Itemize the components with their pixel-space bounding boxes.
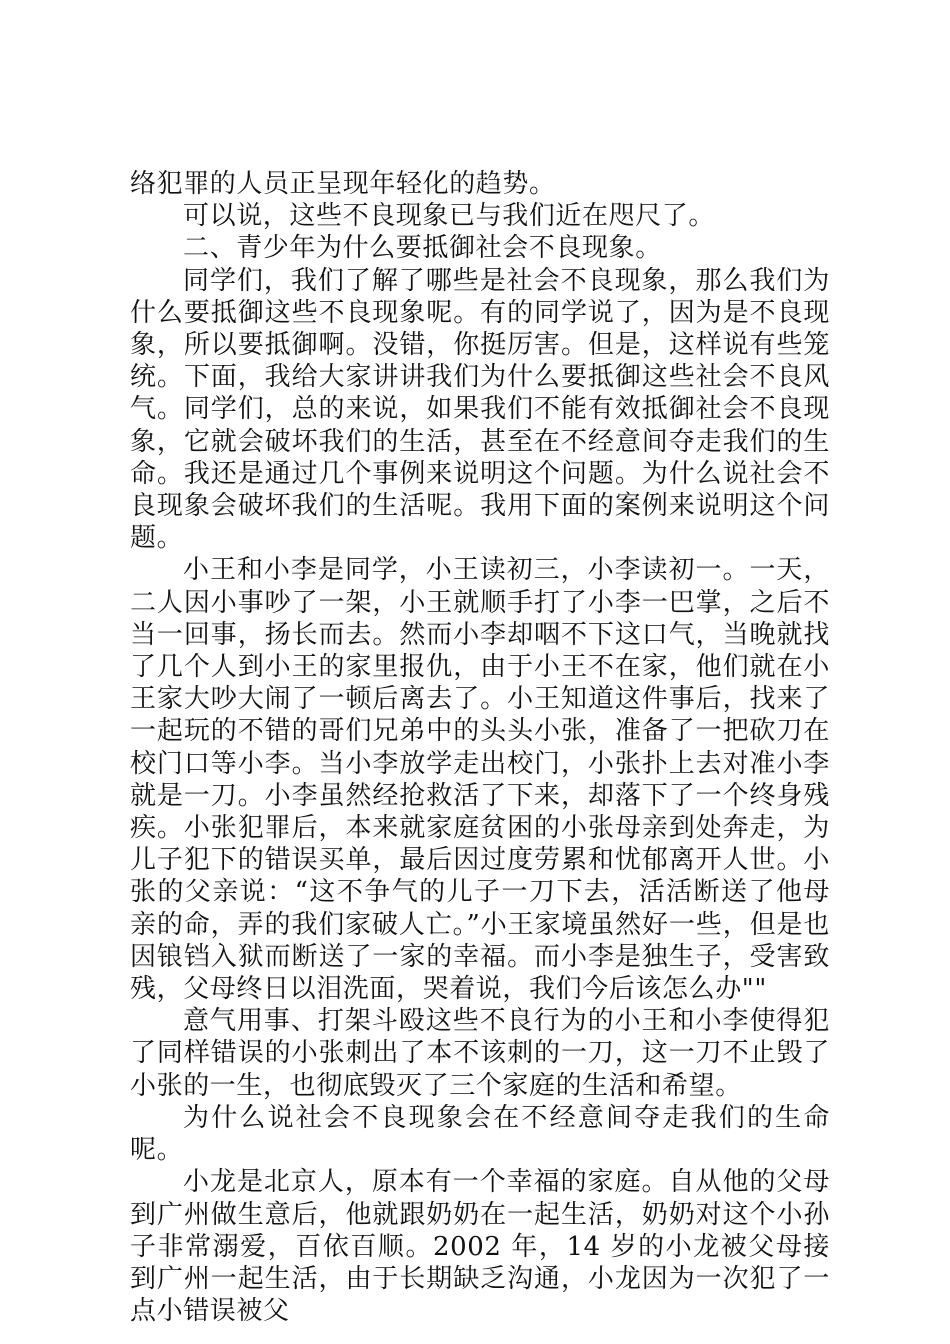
paragraph-1: 络犯罪的人员正呈现年轻化的趋势。 [130,169,556,199]
paragraph-6: 意气用事、打架斗殴这些不良行为的小王和小李使得犯了同样错误的小张刺出了本不该刺的一刀，这一刀不止毁了小张的一生，也彻底毁灭了三个家庭的生活和希望。 [130,1006,830,1101]
paragraph-4: 同学们，我们了解了哪些是社会不良现象，那么我们为什么要抵御这些不良现象呢。有的同学说了，因为是不良现象，所以要抵御啊。没错，你挺厉害。但是，这样说有些笼统。下面，我给大家讲讲我们为什么要抵御这些社会不良风气。同学们，总的来说，如果我们不能有效抵御社会不良现象，它就会破坏我们的生活，甚至在不经意间夺走我们的生命。我还是通过几个事例来说明这个问题。为什么说社会不良现象会破坏我们的生活呢。我用下面的案例来说明这个问题。 [130,265,830,554]
section-heading: 二、青少年为什么要抵御社会不良现象。 [183,233,662,264]
paragraph-5: 小王和小李是同学，小王读初三，小李读初一。一天，二人因小事吵了一架，小王就顺手打了小李一巴掌，之后不当一回事，扬长而去。然而小李却咽不下这口气，当晚就找了几个人到小王的家里报仇，由于小王不在家，他们就在小王家大吵大闹了一顿后离去了。小王知道这件事后，找来了一起玩的不错的哥们兄弟中的头头小张，准备了一把砍刀在校门口等小李。当小李放学走出校门，小张扑上去对准小李就是一刀。小李虽然经抢救活了下来，却落下了一个终身残疾。小张犯罪后，本来就家庭贫困的小张母亲到处奔走，为儿子犯下的错误买单，最后因过度劳累和忧郁离开人世。小张的父亲说：“这不争气的儿子一刀下去，活活断送了他母亲的命，弄的我们家破人亡。”小王家境虽然好一些，但是也因锒铛入狱而断送了一家的幸福。而小李是独生子，受害致残，父母终日以泪洗面，哭着说，我们今后该怎么办"" [130,555,830,1005]
paragraph-2: 可以说，这些不良现象已与我们近在咫尺了。 [183,201,716,232]
paragraph-8: 小龙是北京人，原本有一个幸福的家庭。自从他的父母到广州做生意后，他就跟奶奶在一起生活，奶奶对这个小孙子非常溺爱，百依百顺。2002 年，14 岁的小龙被父母接到广州一起生活，由于长期缺乏沟通，小龙因为一次犯了一点小错误被父 [130,1167,830,1327]
document-page [130,168,830,1327]
paragraph-7: 为什么说社会不良现象会在不经意间夺走我们的生命呢。 [130,1102,830,1166]
